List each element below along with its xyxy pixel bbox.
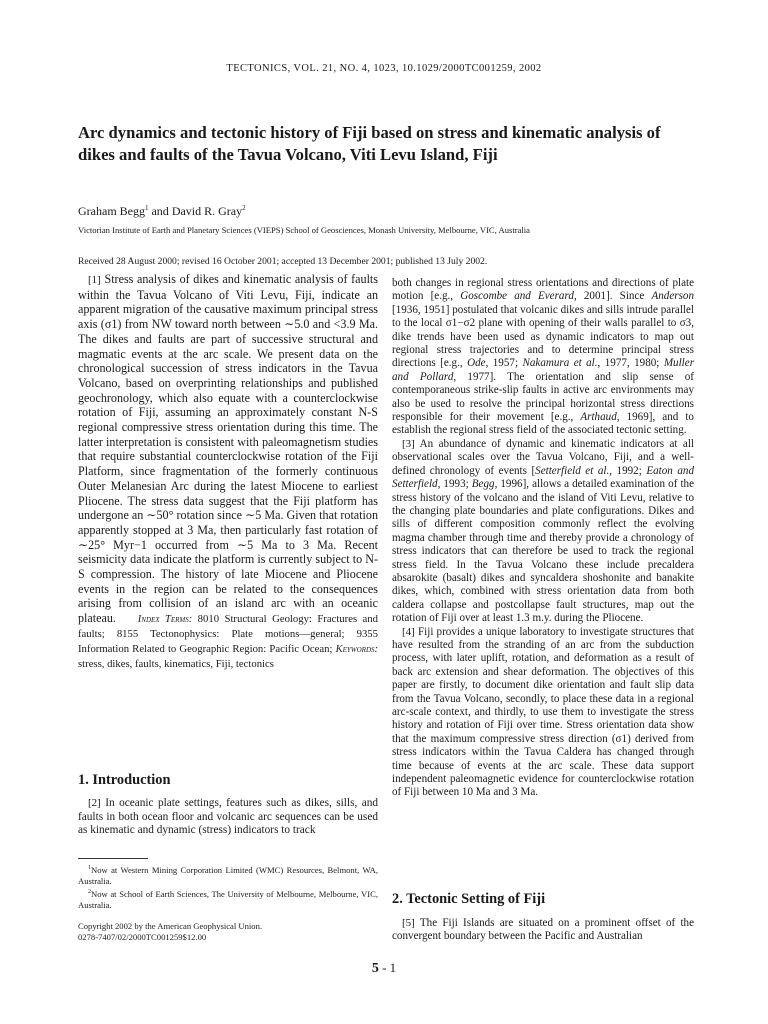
section-2-heading: 2. Tectonic Setting of Fiji — [392, 891, 546, 907]
right-column — [392, 277, 694, 800]
journal-header: TECTONICS, VOL. 21, NO. 4, 1023, 10.1029/2000TC001259, 2002 — [226, 63, 542, 74]
footnote-rule — [78, 858, 148, 859]
section-1-heading: 1. Introduction — [78, 772, 171, 788]
footnote-1: $^1$Now at Western Mining Corporation Limited (WMC) Resources, Belmont, WA, Australia. — [78, 864, 378, 886]
paragraph-3: [3] An abundance of dynamic and kinematic indicators at all observational scales over the Tavua Volcano, Fiji, and a well-defined chronology of events [Setterfield et al., 1992; Eaton and Setterfield, 1993; Begg, 1996], allows a detailed examination of the stress history of the volcano and the island of Viti Levu, relative to the changing plate boundaries and plate configurations. Dikes and sills of different composition commonly reflect the evolving magma chamber through time and thereby provide a chronology of stress indicators that can therefore be used to track the regional stress field. In the Tavua Volcano these include precaldera absarokite (basalt) dikes and syncaldera shoshonite and banakite dikes, which, combined with stress orientation data from both caldera collapse and postcollapse fault structures, map out the rotation of Fiji over at least 1.3 m.y. during the Pliocene. — [392, 437, 694, 625]
citation: Goscombe and Everard — [460, 290, 574, 303]
index-terms: 8010 Structural Geology: Fractures and faults; 8155 Tectonophysics: Plate motions—general; 9355 Information Related to Geographic Region: Pacific Ocean; — [78, 613, 378, 656]
keywords-label: Keywords: — [335, 644, 378, 656]
copyright-line: Copyright 2002 by the American Geophysical Union. — [78, 921, 263, 931]
paragraph-number: [4] — [402, 625, 415, 638]
author-1: Graham Begg — [78, 204, 145, 218]
abstract — [78, 272, 378, 671]
citation: Nakamura et al. — [522, 357, 598, 370]
index-terms-block — [78, 613, 378, 670]
intro-paragraph-continued: both changes in regional stress orientations and directions of plate motion [e.g., Goscombe and Everard, 2001]. Since Anderson [1936, 1951] postulated that volcanic dikes and sills intrude parallel to the local σ1−σ2 plane with opening of their walls parallel to σ3, dike trends have been used as dynamic indicators to map out regional stress trajectories and to determine principal stress directions [e.g., Ode, 1957; Nakamura et al., 1977, 1980; Muller and Pollard, 1977]. The orientation and slip sense of contemporaneous strike-slip faults in active arc environments may also be used to resolve the principal horizontal stress directions responsible for their movement [e.g., Arthaud, 1969], and to establish the regional stress field of the associated tectonic setting. — [392, 277, 695, 437]
citation: Ode — [467, 357, 486, 370]
received-dates: Received 28 August 2000; revised 16 October 2001; accepted 13 December 2001; published 13 July 2002. — [78, 256, 488, 267]
paragraph-number: [1] — [88, 274, 101, 286]
issn-line: 0278-7407/02/2000TC001259$12.00 — [78, 932, 207, 942]
paragraph-number: [2] — [88, 797, 101, 809]
author-1-footnote-marker: 1 — [144, 204, 149, 212]
article-title: Arc dynamics and tectonic history of Fiji based on stress and kinematic analysis of dikes and faults of the Tavua Volcano, Viti Levu Island, Fiji — [78, 123, 661, 164]
citation: Begg — [471, 478, 495, 491]
keywords: stress, dikes, faults, kinematics, Fiji, tectonics — [78, 658, 274, 671]
author-line — [78, 204, 246, 219]
paragraph-4: [4] Fiji provides a unique laboratory to investigate structures that have resulted from the stranding of an arc from the subduction process, with later uplift, rotation, and deformation as a result of back arc extension and shear deformation. The objectives of this paper are firstly, to document dike orientation and fault slip data from the Tavua Volcano, secondly, to place these data in a regional arc-scale context, and thirdly, to use them to investigate the stress history and rotation of Fiji over time. Stress orientation data show that the maximum compressive stress direction (σ1) derived from stress indicators within the Tavua Caldera has changed through time because of events at the arc scale. These data support independent paleomagnetic evidence for counterclockwise rotation of Fiji between 10 Ma and 3 Ma. — [392, 625, 694, 799]
page-number: 5 - 1 — [371, 960, 397, 976]
footnote-2: $^2$Now at School of Earth Sciences, The University of Melbourne, Melbourne, VIC, Australia. — [78, 888, 378, 910]
citation: Eaton and Setterfield — [392, 464, 694, 491]
paragraph-number: [3] — [402, 437, 415, 450]
abstract-text: Stress analysis of dikes and kinematic analysis of faults within the Tavua Volcano of Viti Levu, Fiji, indicate an apparent migration of the causative maximum principal stress axis (σ1) from NW toward north between ∼5.0 and <3.9 Ma. The dikes and faults are part of successive structural and magmatic events at the arc scale. We present data on the chronological succession of stress indicators in the Tavua Volcano, based on overprinting relationships and published geochronology, which also equate with a counterclockwise rotation of Fiji, assuming an approximately constant N-S regional compressive stress orientation during this time. The latter interpretation is consistent with paleomagnetism studies that require substantial counterclockwise rotation of the Fiji Platform, since fragmentation of the formerly continuous Outer Melanesian Arc during the latest Miocene to earliest Pliocene. The stress data suggest that the Fiji platform has undergone an ∼50° rotation since ∼5 Ma. Given that rotation apparently stopped at 3 Ma, then particularly fast rotation of ∼25° Myr−1 occurred from ∼5 Ma to 3 Ma. Recent seismicity data indicate the platform is currently subject to N-S compression. The history of late Miocene and Pliocene events in the region can be related to the consequences arising from collision of an island arc with an oceanic plateau. — [78, 272, 378, 626]
author-2: David R. Gray — [171, 204, 243, 218]
footnotes — [78, 863, 378, 911]
abstract-paragraph — [78, 272, 378, 671]
citation: Muller and Pollard — [392, 357, 695, 383]
intro-paragraph — [78, 797, 378, 838]
intro-text: In oceanic plate settings, features such as dikes, sills, and faults in both ocean floor and volcanic arc sequences can be used as kinematic and dynamic (stress) indicators to track — [78, 797, 379, 837]
tectonic-setting-paragraph: [5] The Fiji Islands are situated on a prominent offset of the convergent boundary between the Pacific and Australian — [392, 917, 694, 943]
index-terms-label: Index Terms: — [137, 614, 193, 626]
citation: Arthaud — [580, 411, 617, 424]
paragraph-number: [5] — [402, 917, 415, 929]
affiliation: Victorian Institute of Earth and Planetary Sciences (VIEPS) School of Geosciences, Monash University, Melbourne, VIC, Australia — [78, 225, 530, 235]
citation: Anderson — [651, 290, 694, 303]
copyright-notice — [78, 921, 262, 943]
author-connector: and — [148, 204, 172, 218]
author-2-footnote-marker: 2 — [242, 204, 246, 212]
citation: Setterfield et al. — [535, 464, 610, 477]
